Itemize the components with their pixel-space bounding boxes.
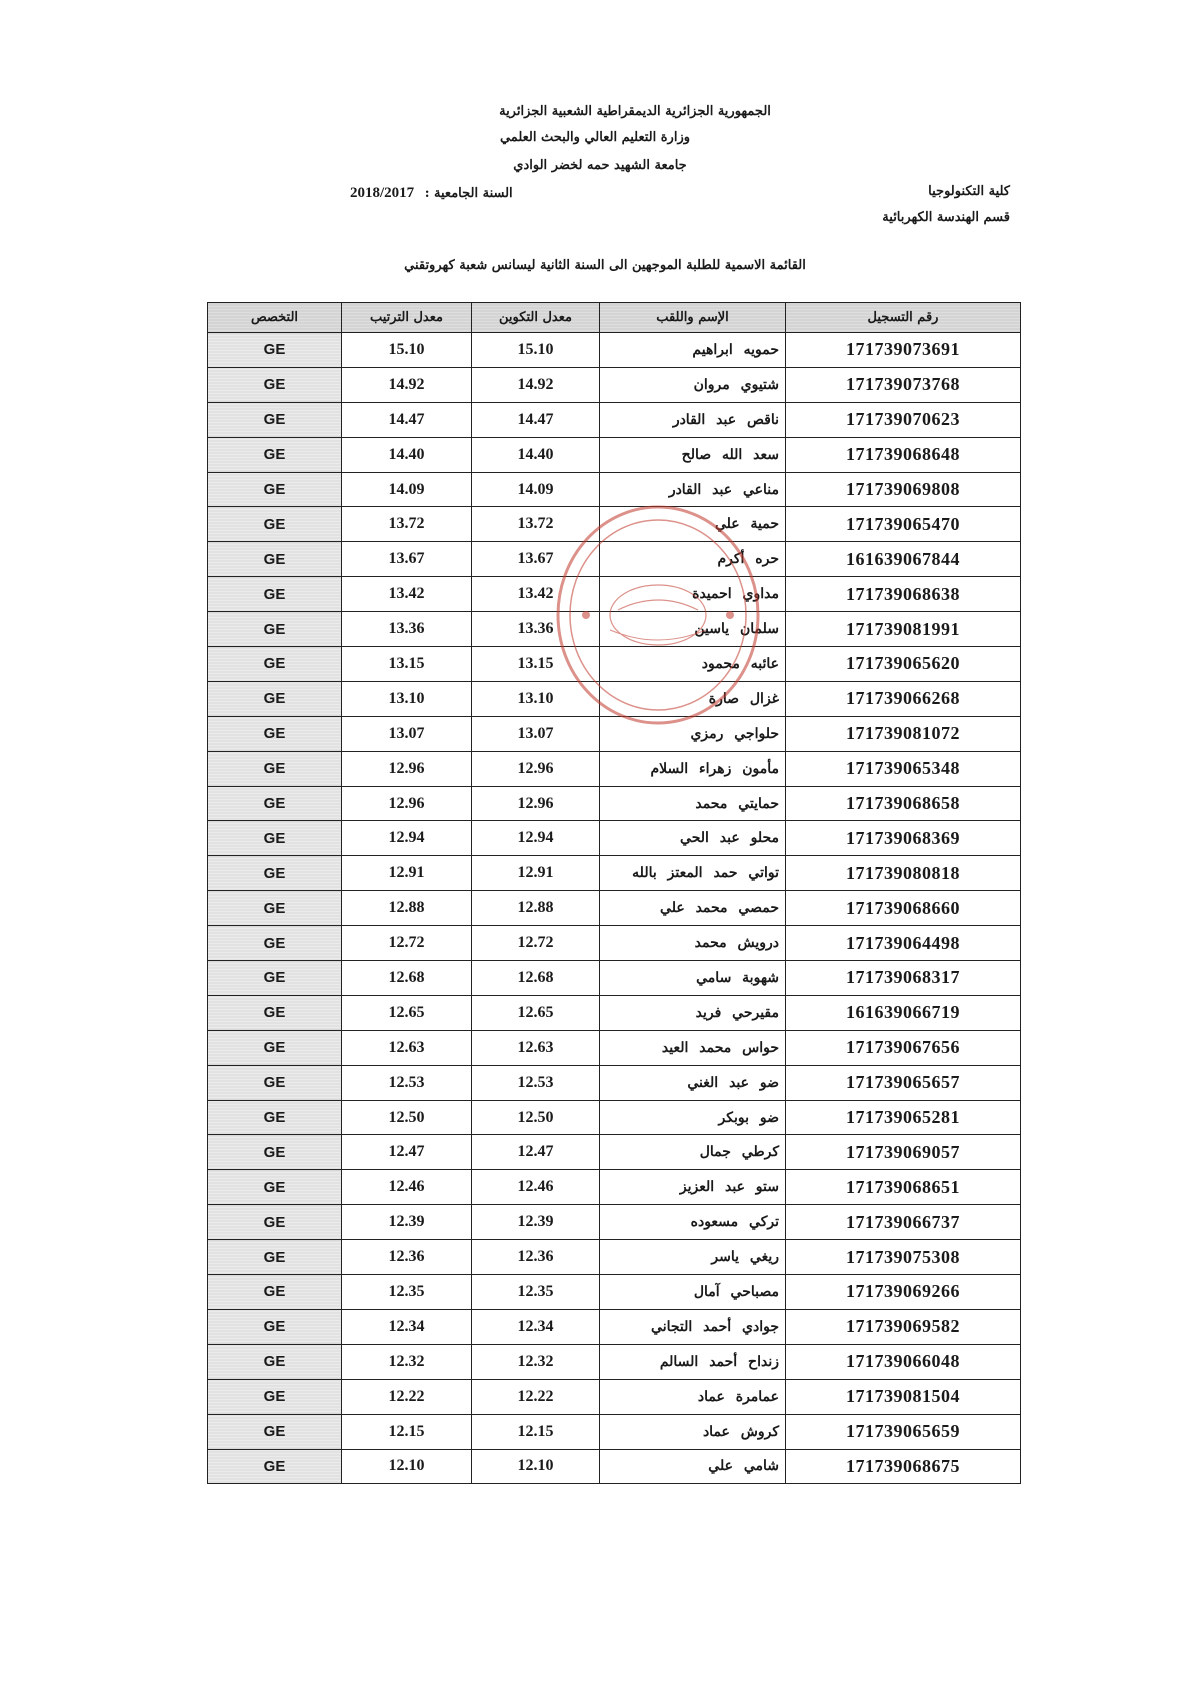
- registration-number-cell: 171739065348: [786, 751, 1021, 786]
- student-name-cell: كروش عماد: [600, 1414, 786, 1449]
- specialty-cell: GE: [208, 821, 342, 856]
- training-avg-cell: 12.68: [472, 961, 600, 996]
- ranking-avg-cell: 12.36: [342, 1240, 472, 1275]
- ranking-avg-cell: 12.46: [342, 1170, 472, 1205]
- ranking-avg-cell: 13.72: [342, 507, 472, 542]
- student-name-cell: كرطي جمال: [600, 1135, 786, 1170]
- training-avg-cell: 12.50: [472, 1100, 600, 1135]
- specialty-cell: GE: [208, 647, 342, 682]
- specialty-cell: GE: [208, 1030, 342, 1065]
- registration-number-cell: 171739081072: [786, 716, 1021, 751]
- ranking-avg-cell: 12.65: [342, 995, 472, 1030]
- table-row: [208, 1100, 1021, 1135]
- training-avg-cell: 12.32: [472, 1344, 600, 1379]
- student-name-cell: عمامرة عماد: [600, 1379, 786, 1414]
- registration-number-cell: 171739069808: [786, 472, 1021, 507]
- table-row: [208, 612, 1021, 647]
- ranking-avg-cell: 13.42: [342, 577, 472, 612]
- student-name-cell: ضو بوبكر: [600, 1100, 786, 1135]
- registration-number-cell: 161639066719: [786, 995, 1021, 1030]
- table-row: [208, 402, 1021, 437]
- registration-number-cell: 171739073768: [786, 367, 1021, 402]
- student-name-cell: حلواجي رمزي: [600, 716, 786, 751]
- training-avg-cell: 14.47: [472, 402, 600, 437]
- table-row: [208, 681, 1021, 716]
- specialty-cell: GE: [208, 1344, 342, 1379]
- ranking-avg-cell: 12.39: [342, 1205, 472, 1240]
- republic-header: الجمهورية الجزائرية الديمقراطية الشعبية الجزائرية: [499, 104, 771, 119]
- registration-number-cell: 171739066268: [786, 681, 1021, 716]
- academic-year-value: 2018/2017: [350, 185, 415, 201]
- table-row: [208, 1030, 1021, 1065]
- ranking-avg-cell: 12.72: [342, 926, 472, 961]
- student-name-cell: تواتي حمد المعتز بالله: [600, 856, 786, 891]
- student-name-cell: تركي مسعوده: [600, 1205, 786, 1240]
- specialty-cell: GE: [208, 1240, 342, 1275]
- specialty-cell: GE: [208, 681, 342, 716]
- registration-number-cell: 171739081991: [786, 612, 1021, 647]
- ranking-avg-cell: 12.34: [342, 1309, 472, 1344]
- ranking-avg-cell: 12.63: [342, 1030, 472, 1065]
- table-row: [208, 333, 1021, 368]
- registration-number-cell: 171739065281: [786, 1100, 1021, 1135]
- training-avg-cell: 13.07: [472, 716, 600, 751]
- table-row: [208, 472, 1021, 507]
- training-avg-cell: 12.96: [472, 751, 600, 786]
- registration-number-cell: 171739070623: [786, 402, 1021, 437]
- student-name-cell: ناقص عبد القادر: [600, 402, 786, 437]
- table-row: [208, 751, 1021, 786]
- ranking-avg-cell: 12.96: [342, 786, 472, 821]
- registration-number-cell: 171739068651: [786, 1170, 1021, 1205]
- specialty-cell: GE: [208, 1065, 342, 1100]
- table-row: [208, 542, 1021, 577]
- academic-year-label: السنة الجامعية :: [424, 186, 513, 201]
- ranking-avg-cell: 13.67: [342, 542, 472, 577]
- training-avg-cell: 13.72: [472, 507, 600, 542]
- registration-number-cell: 171739065657: [786, 1065, 1021, 1100]
- training-avg-cell: 13.36: [472, 612, 600, 647]
- specialty-cell: GE: [208, 891, 342, 926]
- ranking-avg-cell: 12.96: [342, 751, 472, 786]
- specialty-cell: GE: [208, 926, 342, 961]
- registration-number-cell: 171739067656: [786, 1030, 1021, 1065]
- specialty-cell: GE: [208, 1414, 342, 1449]
- specialty-cell: GE: [208, 1170, 342, 1205]
- training-avg-cell: 12.39: [472, 1205, 600, 1240]
- table-row: [208, 1379, 1021, 1414]
- student-name-cell: حمية علي: [600, 507, 786, 542]
- registration-number-cell: 171739065659: [786, 1414, 1021, 1449]
- table-row: [208, 647, 1021, 682]
- department-name: قسم الهندسة الكهربائية: [882, 210, 1010, 225]
- specialty-cell: GE: [208, 716, 342, 751]
- ranking-avg-cell: 12.53: [342, 1065, 472, 1100]
- registration-number-cell: 171739068317: [786, 961, 1021, 996]
- ranking-avg-cell: 14.40: [342, 437, 472, 472]
- ranking-avg-cell: 12.22: [342, 1379, 472, 1414]
- table-row: [208, 1275, 1021, 1310]
- specialty-cell: GE: [208, 367, 342, 402]
- specialty-cell: GE: [208, 1205, 342, 1240]
- training-avg-cell: 15.10: [472, 333, 600, 368]
- ranking-avg-cell: 14.09: [342, 472, 472, 507]
- specialty-cell: GE: [208, 1379, 342, 1414]
- student-name-cell: جوادي أحمد التجاني: [600, 1309, 786, 1344]
- ranking-avg-cell: 12.10: [342, 1449, 472, 1484]
- student-name-cell: مداوي احميدة: [600, 577, 786, 612]
- training-avg-cell: 13.42: [472, 577, 600, 612]
- training-avg-cell: 12.94: [472, 821, 600, 856]
- student-name-cell: شامي علي: [600, 1449, 786, 1484]
- ranking-avg-cell: 12.68: [342, 961, 472, 996]
- registration-number-cell: 171739068675: [786, 1449, 1021, 1484]
- training-avg-cell: 12.91: [472, 856, 600, 891]
- table-row: [208, 891, 1021, 926]
- table-row: [208, 716, 1021, 751]
- table-row: [208, 786, 1021, 821]
- ranking-avg-cell: 14.92: [342, 367, 472, 402]
- training-avg-cell: 12.35: [472, 1275, 600, 1310]
- training-avg-cell: 12.72: [472, 926, 600, 961]
- training-avg-cell: 12.96: [472, 786, 600, 821]
- registration-number-cell: 171739068638: [786, 577, 1021, 612]
- student-name-cell: سعد الله صالح: [600, 437, 786, 472]
- training-avg-cell: 12.88: [472, 891, 600, 926]
- students-table: [207, 302, 1021, 1484]
- training-avg-cell: 13.10: [472, 681, 600, 716]
- student-name-cell: عائبه محمود: [600, 647, 786, 682]
- table-body: [208, 333, 1021, 1484]
- ministry-header: وزارة التعليم العالي والبحث العلمي: [499, 130, 691, 145]
- training-avg-cell: 12.47: [472, 1135, 600, 1170]
- ranking-avg-cell: 15.10: [342, 333, 472, 368]
- specialty-cell: GE: [208, 507, 342, 542]
- training-avg-cell: 12.15: [472, 1414, 600, 1449]
- training-avg-cell: 12.53: [472, 1065, 600, 1100]
- table-row: [208, 926, 1021, 961]
- table-row: [208, 995, 1021, 1030]
- header-ranking-avg: معدل الترتيب: [342, 303, 472, 333]
- training-avg-cell: 13.15: [472, 647, 600, 682]
- student-name-cell: حره أكرم: [600, 542, 786, 577]
- specialty-cell: GE: [208, 961, 342, 996]
- academic-year: [350, 185, 513, 202]
- table-row: [208, 1414, 1021, 1449]
- specialty-cell: GE: [208, 1135, 342, 1170]
- student-name-cell: مأمون زهراء السلام: [600, 751, 786, 786]
- table-row: [208, 1344, 1021, 1379]
- registration-number-cell: 171739066737: [786, 1205, 1021, 1240]
- student-name-cell: مصباحي آمال: [600, 1275, 786, 1310]
- training-avg-cell: 14.40: [472, 437, 600, 472]
- registration-number-cell: 171739068660: [786, 891, 1021, 926]
- table-row: [208, 1135, 1021, 1170]
- student-name-cell: حمصي محمد علي: [600, 891, 786, 926]
- training-avg-cell: 12.65: [472, 995, 600, 1030]
- ranking-avg-cell: 12.50: [342, 1100, 472, 1135]
- specialty-cell: GE: [208, 402, 342, 437]
- registration-number-cell: 171739065470: [786, 507, 1021, 542]
- ranking-avg-cell: 12.15: [342, 1414, 472, 1449]
- registration-number-cell: 171739068648: [786, 437, 1021, 472]
- table-row: [208, 1449, 1021, 1484]
- ranking-avg-cell: 13.10: [342, 681, 472, 716]
- table-row: [208, 1205, 1021, 1240]
- ranking-avg-cell: 12.35: [342, 1275, 472, 1310]
- header-specialty: التخصص: [208, 303, 342, 333]
- specialty-cell: GE: [208, 577, 342, 612]
- table-row: [208, 856, 1021, 891]
- student-name-cell: شتيوي مروان: [600, 367, 786, 402]
- student-name-cell: حمويه ابراهيم: [600, 333, 786, 368]
- table-row: [208, 437, 1021, 472]
- ranking-avg-cell: 13.15: [342, 647, 472, 682]
- table-row: [208, 1240, 1021, 1275]
- registration-number-cell: 171739075308: [786, 1240, 1021, 1275]
- specialty-cell: GE: [208, 751, 342, 786]
- ranking-avg-cell: 12.32: [342, 1344, 472, 1379]
- specialty-cell: GE: [208, 1275, 342, 1310]
- table-row: [208, 961, 1021, 996]
- registration-number-cell: 171739069582: [786, 1309, 1021, 1344]
- training-avg-cell: 12.22: [472, 1379, 600, 1414]
- registration-number-cell: 171739081504: [786, 1379, 1021, 1414]
- training-avg-cell: 13.67: [472, 542, 600, 577]
- faculty-name: كلية التكنولوجيا: [928, 184, 1010, 199]
- specialty-cell: GE: [208, 1100, 342, 1135]
- ranking-avg-cell: 12.94: [342, 821, 472, 856]
- specialty-cell: GE: [208, 333, 342, 368]
- registration-number-cell: 171739069266: [786, 1275, 1021, 1310]
- student-name-cell: حواس محمد العيد: [600, 1030, 786, 1065]
- table-row: [208, 507, 1021, 542]
- student-name-cell: زنداح أحمد السالم: [600, 1344, 786, 1379]
- training-avg-cell: 12.46: [472, 1170, 600, 1205]
- ranking-avg-cell: 12.88: [342, 891, 472, 926]
- student-name-cell: شهوبة سامي: [600, 961, 786, 996]
- registration-number-cell: 171739068658: [786, 786, 1021, 821]
- table-header-row: [208, 303, 1021, 333]
- list-title: القائمة الاسمية للطلبة الموجهين الى السنة الثانية ليسانس شعبة كهروتقني: [404, 258, 806, 273]
- ranking-avg-cell: 13.07: [342, 716, 472, 751]
- student-name-cell: غزال صارة: [600, 681, 786, 716]
- training-avg-cell: 12.63: [472, 1030, 600, 1065]
- ranking-avg-cell: 14.47: [342, 402, 472, 437]
- ranking-avg-cell: 12.91: [342, 856, 472, 891]
- student-name-cell: محلو عبد الحي: [600, 821, 786, 856]
- specialty-cell: GE: [208, 1309, 342, 1344]
- header-name: الإسم واللقب: [600, 303, 786, 333]
- student-name-cell: درويش محمد: [600, 926, 786, 961]
- registration-number-cell: 171739073691: [786, 333, 1021, 368]
- registration-number-cell: 171739068369: [786, 821, 1021, 856]
- specialty-cell: GE: [208, 542, 342, 577]
- registration-number-cell: 161639067844: [786, 542, 1021, 577]
- student-name-cell: مناعي عبد القادر: [600, 472, 786, 507]
- training-avg-cell: 12.10: [472, 1449, 600, 1484]
- student-name-cell: سلمان ياسين: [600, 612, 786, 647]
- registration-number-cell: 171739066048: [786, 1344, 1021, 1379]
- specialty-cell: GE: [208, 472, 342, 507]
- specialty-cell: GE: [208, 437, 342, 472]
- ranking-avg-cell: 12.47: [342, 1135, 472, 1170]
- table-row: [208, 367, 1021, 402]
- table-row: [208, 577, 1021, 612]
- specialty-cell: GE: [208, 1449, 342, 1484]
- university-header: جامعة الشهيد حمه لخضر الوادي: [513, 158, 687, 173]
- specialty-cell: GE: [208, 856, 342, 891]
- registration-number-cell: 171739064498: [786, 926, 1021, 961]
- training-avg-cell: 14.09: [472, 472, 600, 507]
- table-row: [208, 1309, 1021, 1344]
- student-name-cell: ضو عبد الغني: [600, 1065, 786, 1100]
- table-row: [208, 821, 1021, 856]
- training-avg-cell: 12.34: [472, 1309, 600, 1344]
- training-avg-cell: 12.36: [472, 1240, 600, 1275]
- ranking-avg-cell: 13.36: [342, 612, 472, 647]
- registration-number-cell: 171739065620: [786, 647, 1021, 682]
- student-name-cell: ستو عبد العزيز: [600, 1170, 786, 1205]
- student-name-cell: حمايتي محمد: [600, 786, 786, 821]
- table-row: [208, 1065, 1021, 1100]
- header-registration: رقم التسجيل: [786, 303, 1021, 333]
- specialty-cell: GE: [208, 786, 342, 821]
- student-name-cell: مقيرحي فريد: [600, 995, 786, 1030]
- specialty-cell: GE: [208, 995, 342, 1030]
- registration-number-cell: 171739069057: [786, 1135, 1021, 1170]
- registration-number-cell: 171739080818: [786, 856, 1021, 891]
- specialty-cell: GE: [208, 612, 342, 647]
- header-training-avg: معدل التكوين: [472, 303, 600, 333]
- table-row: [208, 1170, 1021, 1205]
- training-avg-cell: 14.92: [472, 367, 600, 402]
- student-name-cell: ريغي ياسر: [600, 1240, 786, 1275]
